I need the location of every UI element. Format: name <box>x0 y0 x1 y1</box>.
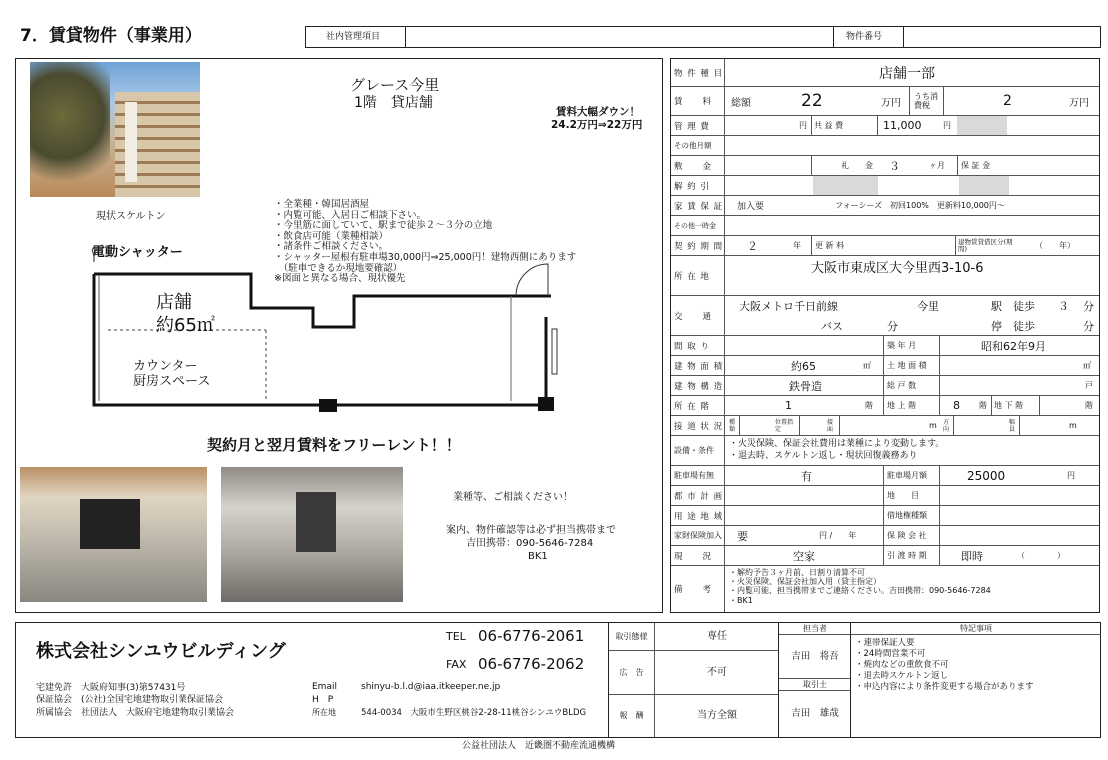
transit-stop: 停 <box>991 320 1002 333</box>
remarks-label: 備 考 <box>671 566 725 612</box>
conditions-label: 設備・条件 <box>671 436 725 465</box>
staff-label: 担当者 <box>779 623 851 635</box>
zoning-label: 用 途 地 域 <box>671 506 725 525</box>
area-unit: ㎡ <box>863 361 871 370</box>
deal-label: 取引態様 <box>609 623 655 651</box>
building-photo <box>30 62 200 197</box>
assoc-member: 所属協会 社団法人 大阪府宅地建物取引業協会 <box>36 708 235 718</box>
mgmt-fee-unit: 円 <box>799 121 807 130</box>
area-value: 約65 <box>791 359 816 373</box>
ad-value: 不可 <box>707 667 727 678</box>
photo-caption: 現状スケルトン <box>96 211 166 222</box>
remark-4: ・BK1 <box>729 596 753 605</box>
renew-label: 更 新 料 <box>815 241 845 250</box>
note-4: ・退去時スケルトン返し <box>855 671 949 681</box>
transit-station: 今里 <box>917 300 939 313</box>
interior-photo-1 <box>20 467 207 602</box>
transit-bus: バス <box>821 320 843 333</box>
row-rent <box>671 87 1099 116</box>
floor-label: 所 在 階 <box>671 396 725 415</box>
hp-label: H P <box>312 695 334 705</box>
transit-minutes: 分 <box>1083 300 1094 313</box>
page-title: 7．賃貸物件（事業用） <box>20 26 202 46</box>
rent-label: 賃 料 <box>671 87 725 115</box>
remark-1: ・解約予告３ヶ月前、日割り清算不可 <box>729 568 865 577</box>
tax-value: 2 <box>1003 93 1012 109</box>
layout-label: 間 取 り <box>671 336 725 355</box>
key-money-unit: ヶ月 <box>929 161 945 170</box>
bukken-no-label: 物件番号 <box>834 27 904 47</box>
note-2: ・24時間営業不可 <box>855 649 926 659</box>
free-rent-banner: 契約月と翌月賃料をフリーレント！！ <box>207 436 461 454</box>
parking-label: 駐車場有無 <box>671 466 725 485</box>
property-name: グレース今里 <box>350 76 440 94</box>
below-label: 地 下 階 <box>994 401 1024 410</box>
license: 宅建免許 大阪府知事(3)第57431号 <box>36 683 186 693</box>
row-term <box>671 236 1099 256</box>
feature-list: ・全業種・韓国居酒屋 ・内覧可能、入居日ご相談下さい。 ・今里筋に面していて、駅まで徒歩２～３分の立地 ・飲食店可能（業種相談） ・諸条件ご相談ください。 ・シャッター屋根有駐車場30,000円⇒25,000円！建物西側にあります （駐車できるか現地要確認） ※図面と異なる場合、現状優先 <box>274 199 577 285</box>
address-value: 大阪市東成区大今里西3-10-6 <box>811 260 984 276</box>
row-floor <box>671 396 1099 416</box>
row-insurance <box>671 526 1099 546</box>
row-cancel <box>671 176 1099 196</box>
rent-unit: 万円 <box>881 97 901 109</box>
rent-total-label: 総額 <box>731 97 751 109</box>
built-value: 昭和62年9月 <box>981 339 1046 353</box>
term-unit: 年 <box>793 241 801 250</box>
parking-value: 有 <box>801 469 812 483</box>
email-label: Email <box>312 682 337 692</box>
insurance-value: 要 <box>737 529 748 543</box>
address-value: 544-0034 大阪市生野区桃谷2-28-11桃谷シンユウBLDG <box>361 708 587 718</box>
below-unit: 階 <box>1085 401 1093 410</box>
price-down-1: 賃料大幅ダウン！ <box>556 106 640 118</box>
conditions-2: ・退去時、スケルトン返し・現状回復義務あり <box>729 451 918 461</box>
transit-line: 大阪メトロ千日前線 <box>739 300 838 313</box>
transit-walk-min: ３ <box>1058 300 1069 313</box>
handover-label: 引 渡 時 期 <box>887 551 927 560</box>
parking-fee-value: 25000 <box>967 468 1006 483</box>
row-remarks <box>671 566 1099 612</box>
key-money-label: 礼 金 <box>841 161 873 170</box>
parking-fee-unit: 円 <box>1067 471 1075 480</box>
type-value: 店舗一部 <box>879 65 935 82</box>
land-cat-label: 地 目 <box>887 491 919 500</box>
floor-unit: 階 <box>865 401 873 410</box>
fax-label: FAX <box>446 658 467 671</box>
property-table <box>670 58 1100 613</box>
other-monthly-label: その他月額 <box>671 136 725 155</box>
handover-paren: （ ） <box>1017 551 1065 560</box>
status-value: 空家 <box>793 549 815 563</box>
shop-label: 店舗 <box>156 292 192 313</box>
property-floor: 1階 貸店舗 <box>354 95 433 111</box>
row-other-once <box>671 216 1099 236</box>
note-1: ・連帯保証人要 <box>855 638 915 648</box>
remark-3: ・内覧可能、担当携帯までご連絡ください。吉田携帯：090-5646-7284 <box>729 586 991 595</box>
term-value: ２ <box>747 239 758 253</box>
notes-label: 特記事項 <box>851 623 1101 635</box>
row-road <box>671 416 1099 436</box>
management-bar <box>305 26 1101 48</box>
type-label: 物 件 種 目 <box>671 59 725 86</box>
row-area <box>671 356 1099 376</box>
road-kind: 種類 <box>729 418 736 433</box>
above-value: 8 <box>953 399 960 412</box>
agent-label: 取引士 <box>779 679 851 691</box>
units-unit: 戸 <box>1085 381 1093 390</box>
note-3: ・焼肉などの重飲食不可 <box>855 660 949 670</box>
footer <box>15 622 1101 738</box>
tel-number: 06-6776-2061 <box>478 627 585 645</box>
road-label: 接 道 状 況 <box>671 416 725 435</box>
staff-grid <box>778 623 850 737</box>
row-status <box>671 546 1099 566</box>
status-label: 現 況 <box>671 546 725 565</box>
land-label: 土 地 面 積 <box>887 361 927 370</box>
ad-label: 広 告 <box>609 651 655 695</box>
guarantor-label: 家 賃 保 証 <box>671 196 725 215</box>
deal-value: 専任 <box>707 631 727 642</box>
row-mgmt-fee <box>671 116 1099 136</box>
row-other-monthly <box>671 136 1099 156</box>
common-fee-label: 共 益 費 <box>814 121 844 130</box>
leasehold-label: 借地権種類 <box>887 511 927 520</box>
row-address <box>671 256 1099 296</box>
area-label: 建 物 面 積 <box>671 356 725 375</box>
rent-value: 22 <box>801 91 823 111</box>
lease-type-year: （ 年） <box>1035 241 1075 250</box>
row-type <box>671 59 1099 87</box>
contact-line-1: 案内、物件確認等は必ず担当携帯まで <box>446 525 616 536</box>
conditions-1: ・火災保険、保証会社費用は業種により変動します。 <box>729 439 945 449</box>
transit-stop-minutes: 分 <box>1083 320 1094 333</box>
road-m-2: m <box>1069 421 1077 430</box>
email-value[interactable]: shinyu-b.l.d@iaa.itkeeper.ne.jp <box>361 682 501 692</box>
road-face: 接面 <box>827 418 834 433</box>
built-label: 築 年 月 <box>887 341 917 350</box>
interior-photo-2 <box>221 467 403 602</box>
deal-grid <box>608 623 778 737</box>
handover-value: 即時 <box>961 549 983 563</box>
row-conditions <box>671 436 1099 466</box>
note-5: ・申込内容により条件変更する場合があります <box>855 682 1034 692</box>
road-width: 幅員 <box>1009 418 1016 433</box>
counter-label: カウンター <box>133 359 198 374</box>
road-m-1: m <box>929 421 937 430</box>
structure-value: 鉄骨造 <box>789 379 822 393</box>
header <box>0 0 1108 56</box>
row-structure <box>671 376 1099 396</box>
remark-2: ・火災保険、保証会社加入用（貸主指定） <box>729 577 881 586</box>
structure-label: 建 物 構 造 <box>671 376 725 395</box>
row-transit <box>671 296 1099 336</box>
units-label: 総 戸 数 <box>887 381 917 390</box>
guarantee-label: 保 証 金 <box>961 161 991 170</box>
common-fee-unit: 円 <box>943 121 951 130</box>
kitchen-label: 厨房スペース <box>133 374 211 389</box>
insurance-unit: 円 / 年 <box>819 531 857 540</box>
transit-label: 交 通 <box>671 296 725 335</box>
shutter-label: 電動シャッター <box>92 245 183 260</box>
road-pos: 位置指定 <box>775 418 794 433</box>
tel-label: TEL <box>446 630 466 643</box>
ins-company-label: 保 険 会 社 <box>887 531 927 540</box>
price-down-2: 24.2万円⇒22万円 <box>551 119 643 131</box>
above-unit: 階 <box>979 401 987 410</box>
consult-note: 業種等、ご相談ください！ <box>453 492 573 503</box>
contact-line-3: BK1 <box>528 551 548 562</box>
company-name: 株式会社シンユウビルディング <box>36 641 286 662</box>
transit-eki: 駅 <box>991 300 1002 313</box>
other-once-label: その他一時金 <box>671 216 725 235</box>
deposit-label: 敷 金 <box>671 156 725 175</box>
row-zoning <box>671 506 1099 526</box>
above-label: 地 上 階 <box>887 401 917 410</box>
cancel-label: 解 約 引 <box>671 176 725 195</box>
association-note: 公益社団法人 近畿圏不動産流通機構 <box>462 741 616 751</box>
tax-unit: 万円 <box>1069 97 1089 109</box>
transit-walk-2: 徒歩 <box>1013 320 1035 333</box>
mgmt-fee-label: 管 理 費 <box>671 116 725 135</box>
special-notes <box>850 623 1100 737</box>
land-unit: ㎡ <box>1083 361 1091 370</box>
fee-value: 当方全額 <box>697 710 737 721</box>
guarantor-value: 加入要 <box>737 202 765 212</box>
road-dir: 方向 <box>943 418 950 433</box>
city-plan-label: 都 市 計 画 <box>671 486 725 505</box>
common-fee-value: 11,000 <box>883 119 922 132</box>
row-parking <box>671 466 1099 486</box>
key-money-value: ３ <box>889 159 900 173</box>
agent-value: 吉田 雄哉 <box>791 708 839 719</box>
insurance-label: 家財保険加入 <box>671 526 725 545</box>
bukken-no-field[interactable] <box>904 27 1100 47</box>
floor-plan <box>16 239 664 419</box>
address-label: 所在地 <box>312 708 336 717</box>
mgmt-field[interactable] <box>406 27 834 47</box>
row-city-plan <box>671 486 1099 506</box>
shop-area: 約65㎡ <box>156 315 215 336</box>
staff-value: 吉田 将吾 <box>779 635 851 679</box>
fax-number: 06-6776-2062 <box>478 655 585 673</box>
row-deposit <box>671 156 1099 176</box>
contact-line-2: 吉田携帯：090-5646-7284 <box>466 538 594 549</box>
parking-fee-label: 駐車場月額 <box>887 471 927 480</box>
tax-label: うち消費税 <box>914 92 938 110</box>
row-layout <box>671 336 1099 356</box>
mgmt-label: 社内管理項目 <box>306 27 406 47</box>
guarantor-detail: フォーシーズ 初回100% 更新料10,000円～ <box>835 201 1005 210</box>
row-guarantor <box>671 196 1099 216</box>
lease-type-label: 建物賃貸借区分(期間) <box>958 237 1013 253</box>
listing-panel <box>15 58 663 613</box>
assoc-guarantee: 保証協会 (公社)全国宅地建物取引業保証協会 <box>36 695 224 705</box>
transit-walk: 徒歩 <box>1013 300 1035 313</box>
term-label: 契 約 期 間 <box>671 236 725 255</box>
fee-label: 報 酬 <box>609 695 655 737</box>
address-label: 所 在 地 <box>671 256 725 295</box>
floor-value: 1 <box>785 399 792 412</box>
transit-bus-minutes: 分 <box>887 320 898 333</box>
